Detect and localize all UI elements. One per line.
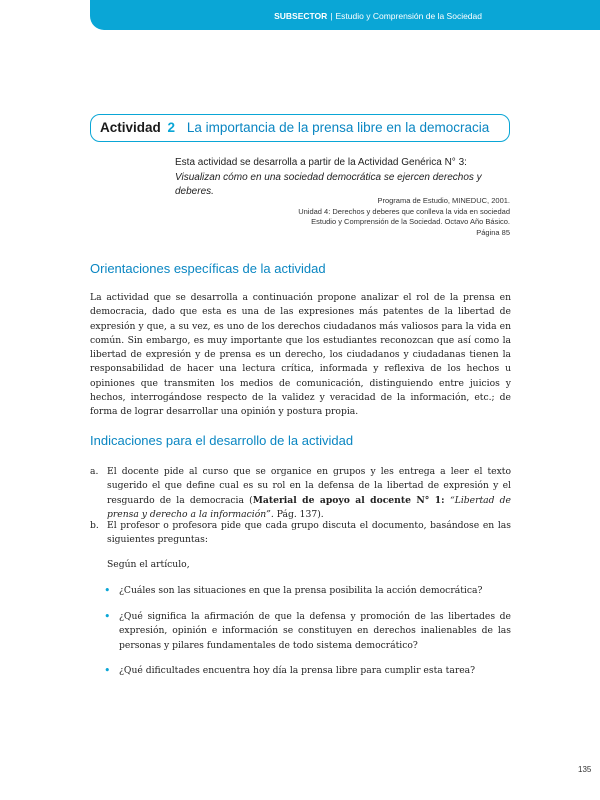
orientation-paragraph: La actividad que se desarrolla a continuación propone analizar el rol de la prensa en democracia, dado que esta es una de las expresiones más patentes de la libertad de expresión y que, a su vez, es uno de los derechos ciudadanos más valiosos para la vida en común. Sin embargo, es muy importante que los estudiantes reconozcan que así como la libertad de expresión y de prensa es un derecho, los ciudadanos y ciudadanas tienen la responsabilidad de hacer una lectura crítica, informada y reflexiva de los hechos u opiniones que transmiten los medios de comunicación, distinguiendo entre juicios y hechos, interrogándose respecto de la validez y veracidad de la información, etc.; de forma de lograr desarrollar una opinión y postura propia. [90,292,511,418]
activity-number: 2 [167,120,176,135]
question-text: ¿Cuáles son las situaciones en que la prensa posibilita la acción democrática? [119,585,483,596]
header-banner [90,0,600,30]
list-item-b [90,519,511,548]
citation-line: Programa de Estudio, MINEDUC, 2001. [377,196,510,205]
item-letter: a. [90,466,99,477]
item-text: El profesor o profesora pide que cada grupo discuta el documento, basándose en las siguientes preguntas: [107,520,511,546]
question-item [104,610,511,653]
page-number: 135 [578,765,592,774]
item-letter: b. [90,520,99,531]
intro-text: Esta actividad se desarrolla a partir de la Actividad Genérica N° 3: [175,157,467,168]
bullet-icon: • [104,610,111,623]
question-item [104,664,511,678]
citation-line: Unidad 4: Derechos y deberes que conlleva la vida en sociedad [298,206,510,216]
activity-title-box [90,114,510,142]
header-separator: | [330,11,333,21]
activity-title: La importancia de la prensa libre en la democracia [186,120,490,135]
bullet-icon: • [104,664,111,677]
item-a-text-end: . Pág. 137). [270,508,324,520]
item-a-italic-title: “Libertad de prensa y derecho a la información” [107,494,511,520]
citation-line: Página 85 [476,227,510,237]
source-citation [180,196,510,238]
item-a-text-start: El docente pide al curso que se organice en grupos y les entrega a leer el texto sugerido el que define cual es su rol en la defensa de la libertad de expresión y el resguardo de la democracia ( [107,466,511,506]
section-title-indications: Indicaciones para el desarrollo de la actividad [90,433,354,448]
citation-line: Estudio y Comprensión de la Sociedad. Octavo Año Básico. [311,217,510,226]
activity-label: Actividad [100,120,161,135]
item-text [107,465,511,522]
subject-name: Estudio y Comprensión de la Sociedad [335,11,482,21]
subsector-label: SUBSECTOR [274,11,328,21]
intro-italic-text: Visualizan cómo en una sociedad democrática se ejercen derechos y deberes. [175,171,482,197]
list-item-a [90,465,511,522]
question-item [104,584,511,598]
activity-intro [175,156,515,200]
header-subsector [274,11,482,21]
item-a-bold-reference: Material de apoyo al docente N° 1: [252,494,451,506]
section-title-orientations: Orientaciones específicas de la actividad [90,261,326,276]
question-text: ¿Qué significa la afirmación de que la defensa y promoción de las libertades de expresión, opinión e información se constituyen en derechos inalienables de las personas y pilares fundamentales de todo sistema democrático? [119,611,511,651]
bullet-icon: • [104,584,111,597]
question-text: ¿Qué dificultades encuentra hoy día la prensa libre para cumplir esta tarea? [119,665,476,676]
questions-lead-in: Según el artículo, [107,559,190,570]
